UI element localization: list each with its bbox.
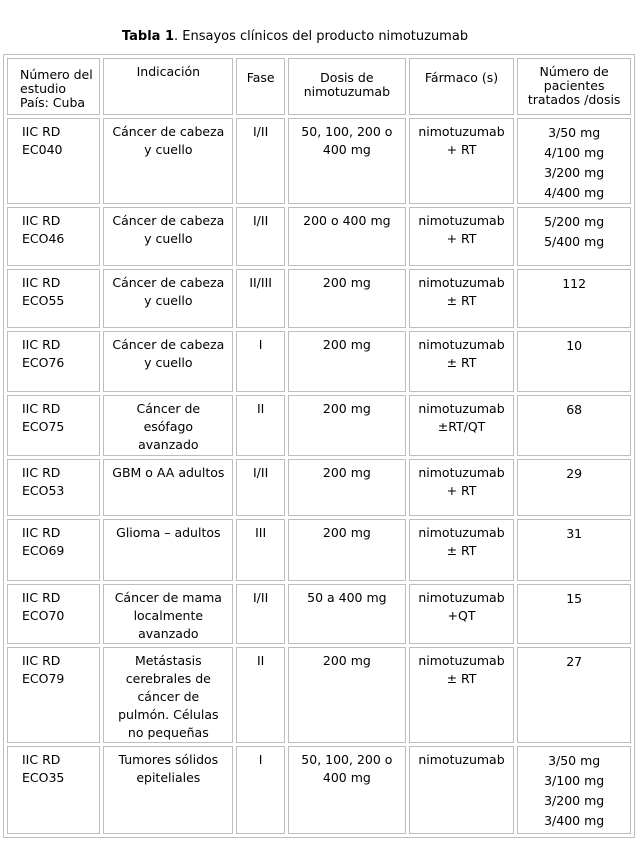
cell-dose [288,746,406,834]
table-row [7,647,631,743]
cell-study [7,746,100,834]
cell-study-line: ECO53 [22,483,65,498]
header-patients-line: pacientes [543,78,605,93]
cell-patients-line: 68 [566,402,583,417]
cell-patients-line: 3/100 mg [544,773,605,788]
cell-drug-line: nimotuzumab [418,275,505,290]
cell-study-content [18,460,99,500]
cell-drug [409,331,515,392]
cell-indication-line: Cáncer de mama [114,590,222,605]
cell-phase-content [237,460,284,482]
cell-phase-content [237,585,284,607]
cell-indication-line: Cáncer de cabeza [112,275,225,290]
cell-dose [288,331,406,392]
cell-indication [103,647,233,743]
cell-indication-line: esófago [143,419,194,434]
cell-dose-content [289,648,405,670]
cell-patients-line: 31 [566,526,583,541]
cell-study-line: IIC RD [22,465,61,480]
cell-drug [409,746,515,834]
cell-study-content [18,520,99,560]
cell-dose [288,269,406,328]
cell-study-content [18,585,99,625]
cell-dose-content [289,270,405,292]
cell-phase [236,647,285,743]
cell-study-line: IIC RD [22,213,61,228]
cell-indication [103,746,233,834]
cell-drug-line: nimotuzumab [418,124,505,139]
cell-phase [236,519,285,581]
header-patients-line: Número de [539,64,609,79]
cell-indication-line: cáncer de [137,689,200,704]
cell-indication-line: y cuello [144,355,193,370]
cell-study-content [18,747,99,787]
cell-dose-content [289,396,405,418]
cell-drug-content [410,520,514,560]
cell-study-content [18,648,99,688]
cell-indication-content [104,119,232,159]
cell-dose-line: 50, 100, 200 o [301,752,393,767]
cell-drug [409,584,515,644]
cell-drug-line: ± RT [446,671,477,686]
cell-dose [288,395,406,456]
header-phase [236,58,285,115]
table-row [7,395,631,456]
table-caption-label: Tabla 1 [121,29,174,44]
cell-dose-line: 200 mg [322,401,371,416]
cell-study-line: ECO69 [22,543,65,558]
cell-dose-content [289,208,405,230]
header-patients-line: tratados /dosis [527,92,621,107]
cell-patients-content [518,208,630,252]
cell-indication-line: avanzado [138,626,199,641]
cell-indication-content [104,520,232,542]
cell-dose-content [289,585,405,607]
cell-study [7,269,100,328]
cell-study-line: ECO79 [22,671,65,686]
header-dose [288,58,406,115]
cell-drug-line: ± RT [446,293,477,308]
cell-drug-line: + RT [446,142,477,157]
cell-dose-line: 200 mg [322,337,371,352]
table-row [7,746,631,834]
cell-phase-line: II/III [249,275,272,290]
cell-study-line: IIC RD [22,590,61,605]
cell-dose [288,647,406,743]
cell-study-line: IIC RD [22,752,61,767]
header-drug [409,58,515,115]
cell-patients-line: 3/200 mg [544,165,605,180]
cell-patients [517,746,631,834]
cell-patients-content [518,270,630,294]
cell-drug-line: + RT [446,231,477,246]
cell-dose [288,118,406,204]
cell-indication-line: Cáncer de [136,401,201,416]
cell-phase [236,459,285,516]
cell-phase-content [237,747,284,769]
cell-patients-line: 3/400 mg [544,813,605,828]
cell-patients-content [518,332,630,356]
header-phase-text: Fase [246,70,275,85]
cell-phase-line: I [258,337,263,352]
header-study-line: estudio [20,81,67,96]
cell-drug-line: nimotuzumab [418,752,505,767]
header-indication-text: Indicación [136,64,201,79]
table-row [7,207,631,266]
cell-indication-content [104,648,232,742]
cell-dose-line: 400 mg [322,142,371,157]
cell-patients-line: 15 [566,591,583,606]
cell-dose [288,584,406,644]
cell-study-line: EC040 [22,142,63,157]
cell-indication [103,519,233,581]
cell-patients [517,395,631,456]
clinical-trials-table [3,54,635,838]
cell-drug [409,207,515,266]
cell-dose [288,207,406,266]
cell-indication [103,118,233,204]
cell-indication-line: Tumores sólidos [118,752,219,767]
cell-patients-line: 3/50 mg [548,753,601,768]
cell-drug-line: nimotuzumab [418,213,505,228]
cell-drug-line: + RT [446,483,477,498]
cell-drug-content [410,585,514,625]
cell-drug-content [410,460,514,500]
cell-drug [409,459,515,516]
cell-study [7,395,100,456]
cell-indication-line: cerebrales de [125,671,211,686]
cell-phase-line: I [258,752,263,767]
cell-phase [236,746,285,834]
cell-study-line: IIC RD [22,525,61,540]
cell-phase [236,269,285,328]
cell-indication [103,459,233,516]
cell-indication-line: localmente [133,608,204,623]
cell-drug-line: +QT [447,608,476,623]
cell-patients [517,459,631,516]
table-header-row [7,58,631,115]
table-caption-text: . Ensayos clínicos del producto nimotuzumab [174,29,469,44]
cell-patients [517,269,631,328]
cell-drug-content [410,648,514,688]
cell-study-line: IIC RD [22,124,61,139]
cell-study-line: IIC RD [22,401,61,416]
cell-drug-line: ± RT [446,355,477,370]
cell-study-line: ECO55 [22,293,65,308]
cell-drug-line: ±RT/QT [437,419,486,434]
cell-study-line: ECO76 [22,355,65,370]
cell-drug [409,118,515,204]
cell-indication-content [104,460,232,482]
cell-dose-line: 200 mg [322,525,371,540]
cell-dose-line: 200 o 400 mg [303,213,391,228]
cell-study-line: IIC RD [22,275,61,290]
cell-drug-content [410,747,514,769]
cell-study-line: ECO35 [22,770,65,785]
cell-patients-content [518,648,630,672]
cell-phase-content [237,396,284,418]
header-dose-line: nimotuzumab [303,84,391,99]
cell-dose-content [289,520,405,542]
cell-phase-line: II [256,401,265,416]
cell-patients [517,584,631,644]
cell-phase-line: II [256,653,265,668]
cell-study-content [18,396,99,436]
cell-indication-content [104,747,232,787]
cell-study [7,584,100,644]
cell-patients-content [518,119,630,203]
cell-phase-content [237,119,284,141]
header-dose-line: Dosis de [320,70,374,85]
cell-study [7,207,100,266]
cell-patients-line: 4/400 mg [544,185,605,200]
table-row [7,459,631,516]
cell-dose-line: 200 mg [322,275,371,290]
cell-indication-line: y cuello [144,293,193,308]
cell-patients-line: 29 [566,466,583,481]
cell-patients-line: 3/200 mg [544,793,605,808]
cell-dose-content [289,747,405,787]
cell-dose-content [289,460,405,482]
cell-drug [409,519,515,581]
cell-patients [517,207,631,266]
cell-indication-line: pulmón. Células [118,707,219,722]
cell-drug-line: nimotuzumab [418,525,505,540]
cell-dose-line: 400 mg [322,770,371,785]
cell-phase-line: III [255,525,267,540]
cell-study-line: ECO46 [22,231,65,246]
cell-patients-content [518,747,630,831]
cell-phase [236,207,285,266]
cell-drug-content [410,208,514,248]
cell-phase-line: I/II [253,124,269,139]
cell-drug-line: ± RT [446,543,477,558]
cell-phase-content [237,208,284,230]
cell-study-content [18,119,99,159]
cell-indication-line: no pequeñas [127,725,209,740]
cell-study [7,459,100,516]
table-row [7,584,631,644]
cell-dose-line: 50, 100, 200 o [301,124,393,139]
cell-patients-line: 5/400 mg [544,234,605,249]
cell-indication-line: y cuello [144,142,193,157]
cell-patients-line: 4/100 mg [544,145,605,160]
cell-phase-line: I/II [253,213,269,228]
cell-indication-content [104,396,232,454]
cell-dose [288,459,406,516]
cell-dose-line: 50 a 400 mg [307,590,387,605]
cell-phase-content [237,332,284,354]
header-study-line: Número del [20,67,93,82]
table-caption [0,29,590,44]
cell-indication-content [104,270,232,310]
cell-indication-content [104,208,232,248]
cell-patients-content [518,520,630,544]
cell-study-line: ECO70 [22,608,65,623]
cell-phase-line: I/II [253,590,269,605]
cell-drug-line: nimotuzumab [418,590,505,605]
cell-indication [103,331,233,392]
cell-phase [236,584,285,644]
cell-indication [103,269,233,328]
cell-drug-line: nimotuzumab [418,653,505,668]
cell-drug-line: nimotuzumab [418,401,505,416]
cell-patients-content [518,396,630,420]
cell-study-content [18,332,99,372]
cell-patients-line: 10 [566,338,583,353]
cell-patients [517,118,631,204]
cell-dose-line: 200 mg [322,653,371,668]
table-row [7,118,631,204]
cell-phase-content [237,648,284,670]
cell-patients [517,519,631,581]
cell-indication-content [104,332,232,372]
cell-dose-line: 200 mg [322,465,371,480]
cell-patients-line: 112 [562,276,587,291]
cell-drug-content [410,119,514,159]
cell-indication-line: Cáncer de cabeza [112,337,225,352]
cell-drug-content [410,396,514,436]
cell-study [7,519,100,581]
cell-drug-content [410,332,514,372]
cell-drug-content [410,270,514,310]
cell-indication-line: epiteliales [136,770,201,785]
cell-phase [236,118,285,204]
cell-indication-line: Glioma – adultos [116,525,221,540]
cell-patients [517,331,631,392]
table-row [7,519,631,581]
table-row [7,269,631,328]
cell-study-content [18,270,99,310]
cell-drug [409,269,515,328]
cell-phase [236,331,285,392]
table-row [7,331,631,392]
cell-drug [409,647,515,743]
header-drug-text: Fármaco (s) [424,70,499,85]
cell-study-line: IIC RD [22,337,61,352]
cell-indication-line: avanzado [138,437,199,452]
cell-indication [103,207,233,266]
cell-indication-line: Cáncer de cabeza [112,213,225,228]
cell-phase-content [237,520,284,542]
cell-patients-line: 27 [566,654,583,669]
cell-indication-line: Metástasis [135,653,202,668]
cell-indication-line: Cáncer de cabeza [112,124,225,139]
cell-indication-line: GBM o AA adultos [112,465,225,480]
cell-indication-content [104,585,232,643]
cell-dose-content [289,119,405,159]
cell-phase-content [237,270,284,292]
cell-indication [103,584,233,644]
header-study-line: País: Cuba [20,95,86,110]
cell-patients-content [518,460,630,484]
header-indication [103,58,233,115]
cell-drug [409,395,515,456]
cell-dose-content [289,332,405,354]
cell-study-line: ECO75 [22,419,65,434]
header-patients [517,58,631,115]
cell-study [7,118,100,204]
cell-dose [288,519,406,581]
cell-patients-line: 3/50 mg [548,125,601,140]
cell-patients [517,647,631,743]
header-study [7,58,100,115]
cell-study-content [18,208,99,248]
cell-study-line: IIC RD [22,653,61,668]
cell-drug-line: nimotuzumab [418,337,505,352]
cell-indication-line: y cuello [144,231,193,246]
cell-phase [236,395,285,456]
cell-indication [103,395,233,456]
cell-study [7,647,100,743]
cell-study [7,331,100,392]
cell-patients-content [518,585,630,609]
cell-drug-line: nimotuzumab [418,465,505,480]
cell-phase-line: I/II [253,465,269,480]
cell-patients-line: 5/200 mg [544,214,605,229]
